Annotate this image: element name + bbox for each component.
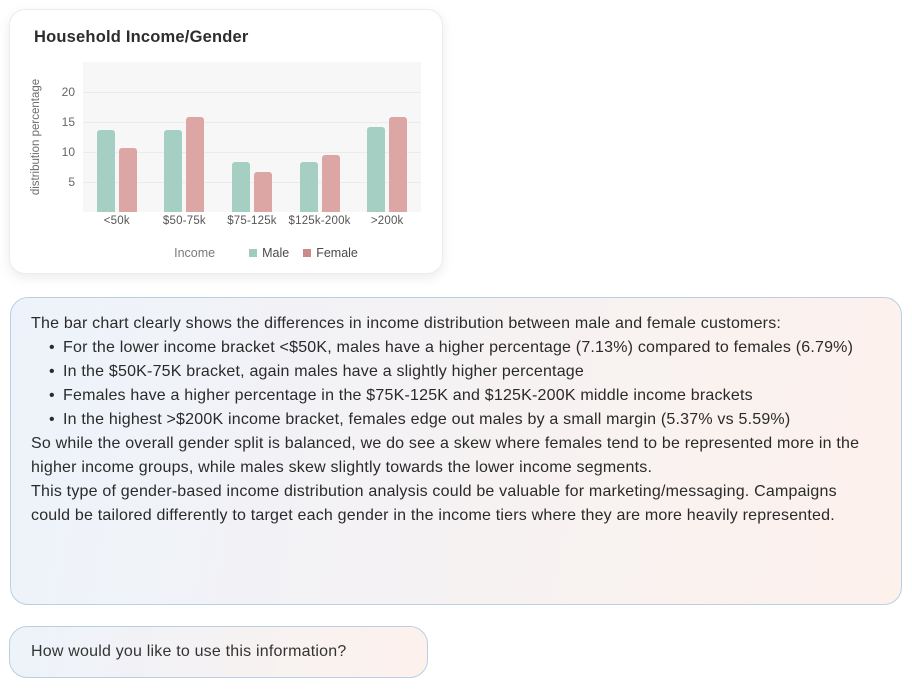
x-tick-label: <50k	[103, 215, 130, 227]
x-tick-label: $125k-200k	[288, 215, 351, 227]
bar-groups	[83, 62, 421, 212]
analysis-bullet: • Females have a higher percentage in the $75K-125K and $125K-200K middle income brackets	[49, 384, 873, 408]
y-tick-label: 5	[68, 175, 75, 189]
bar-group	[218, 62, 286, 212]
female-bar	[186, 117, 204, 212]
male-bar	[300, 162, 318, 212]
analysis-bullet: • In the $50K-75K bracket, again males have a slightly higher percentage	[49, 360, 873, 384]
analysis-intro: The bar chart clearly shows the differences in income distribution between male and female customers:	[31, 315, 782, 332]
bar-group	[83, 62, 151, 212]
bar-group	[151, 62, 219, 212]
male-bar	[232, 162, 250, 212]
analysis-bullet: • In the highest >$200K income bracket, females edge out males by a small margin (5.37% vs 5.59%)	[49, 408, 873, 432]
legend	[249, 246, 358, 260]
x-axis-labels	[83, 215, 421, 227]
analysis-paragraph: So while the overall gender split is balanced, we do see a skew where females tend to be represented more in the higher income groups, while males skew slightly towards the lower income segments.	[31, 435, 860, 476]
y-axis-title: distribution percentage	[30, 78, 42, 196]
analysis-paragraph: This type of gender-based income distribution analysis could be valuable for marketing/messaging. Campaigns could be tailored differently to target each gender in the income tiers where they are more heavily represented.	[31, 483, 837, 524]
male-bar	[164, 130, 182, 212]
bar-group	[353, 62, 421, 212]
followup-text: How would you like to use this information?	[31, 643, 347, 660]
y-tick-label: 20	[61, 85, 75, 99]
chart-title: Household Income/Gender	[34, 28, 249, 46]
y-tick-label: 10	[61, 145, 75, 159]
legend-marker-icon	[249, 249, 257, 257]
analysis-bullet-list	[49, 336, 873, 432]
y-tick-label: 15	[61, 115, 75, 129]
x-tick-label: $75-125k	[227, 215, 277, 227]
analysis-bullet: • For the lower income bracket <$50K, males have a higher percentage (7.13%) compared to females (6.79%)	[49, 336, 873, 360]
legend-label: Male	[262, 246, 290, 260]
female-bar	[322, 155, 340, 212]
plot-area	[83, 62, 421, 212]
chart-card	[9, 9, 443, 274]
legend-marker-icon	[303, 249, 311, 257]
female-bar	[254, 172, 272, 212]
analysis-message-bubble	[10, 297, 902, 605]
chart-footer	[97, 246, 435, 260]
male-bar	[97, 130, 115, 212]
x-tick-label: $50-75k	[162, 215, 206, 227]
x-axis-title: Income	[174, 246, 216, 260]
followup-message-bubble	[9, 626, 428, 678]
female-bar	[389, 117, 407, 212]
male-bar	[367, 127, 385, 212]
legend-label: Female	[316, 246, 358, 260]
legend-item-female[interactable]	[303, 246, 358, 260]
female-bar	[119, 148, 137, 212]
bar-group	[286, 62, 354, 212]
x-tick-label: >200k	[370, 215, 404, 227]
legend-item-male[interactable]	[249, 246, 289, 260]
